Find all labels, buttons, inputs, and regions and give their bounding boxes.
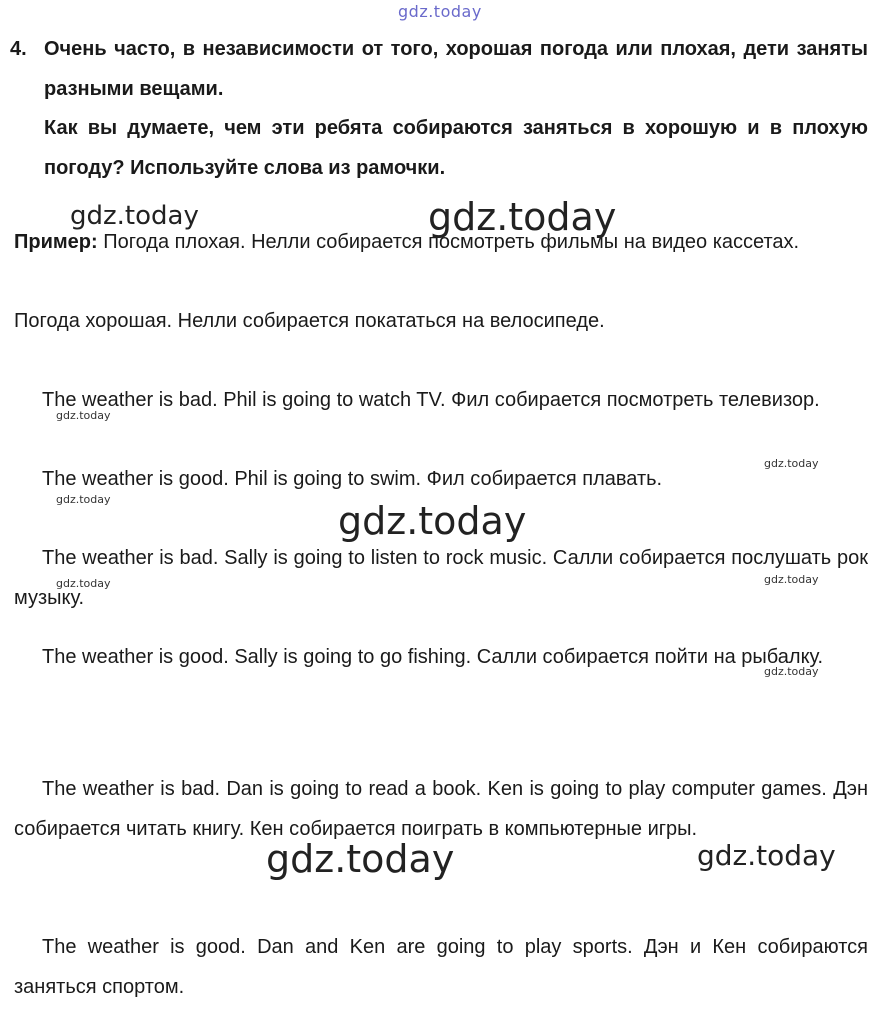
task-question: Как вы думаете, чем эти ребята собираются заняться в хорошую и в плохую погоду? Используйте слова из рамочки.	[44, 117, 868, 179]
watermark-small: gdz.today	[764, 457, 819, 470]
watermark-top: gdz.today	[398, 2, 482, 21]
task-block	[10, 30, 868, 188]
answer-text: The weather is bad. Sally is going to listen to rock music. Салли собирается послушать рок музыку.	[14, 547, 868, 609]
watermark-small: gdz.today	[56, 493, 111, 506]
answer-text: The weather is bad. Phil is going to watch TV. Фил собирается посмотреть телевизор.	[42, 389, 820, 411]
answer-text: The weather is good. Sally is going to go fishing. Салли собирается пойти на рыбалку.	[42, 646, 824, 668]
answer-paragraph	[14, 539, 868, 618]
answer-paragraph	[14, 928, 868, 1007]
watermark: gdz.today	[70, 201, 199, 231]
watermark: gdz.today	[338, 499, 527, 543]
watermark-small: gdz.today	[56, 577, 111, 590]
answer-text: The weather is good. Phil is going to swim. Фил собирается плавать.	[42, 468, 663, 490]
watermark-small: gdz.today	[764, 665, 819, 678]
watermark: gdz.today	[428, 195, 617, 239]
watermark-small: gdz.today	[56, 409, 111, 422]
answer-paragraph	[14, 638, 868, 678]
watermark: gdz.today	[697, 839, 836, 872]
answer-paragraph	[14, 381, 868, 421]
example-paragraph-2: Погода хорошая. Нелли собирается покататься на велосипеде.	[14, 310, 605, 332]
watermark-small: gdz.today	[764, 573, 819, 586]
task-number: 4.	[10, 38, 27, 60]
example-text-1: Погода плохая. Нелли собирается посмотреть фильмы на видео кассетах.	[97, 231, 800, 253]
answer-text: The weather is bad. Dan is going to read a book. Ken is going to play computer games. Дэн собирается читать книгу. Кен собирается поиграть в компьютерные игры.	[14, 778, 868, 840]
task-intro: Очень часто, в независимости от того, хорошая погода или плохая, дети заняты разными вещами.	[44, 38, 868, 100]
example-label: Пример:	[14, 231, 98, 253]
answer-text: The weather is good. Dan and Ken are going to play sports. Дэн и Кен собираются заняться спортом.	[14, 936, 868, 998]
answer-paragraph	[14, 457, 868, 500]
watermark: gdz.today	[266, 837, 455, 881]
